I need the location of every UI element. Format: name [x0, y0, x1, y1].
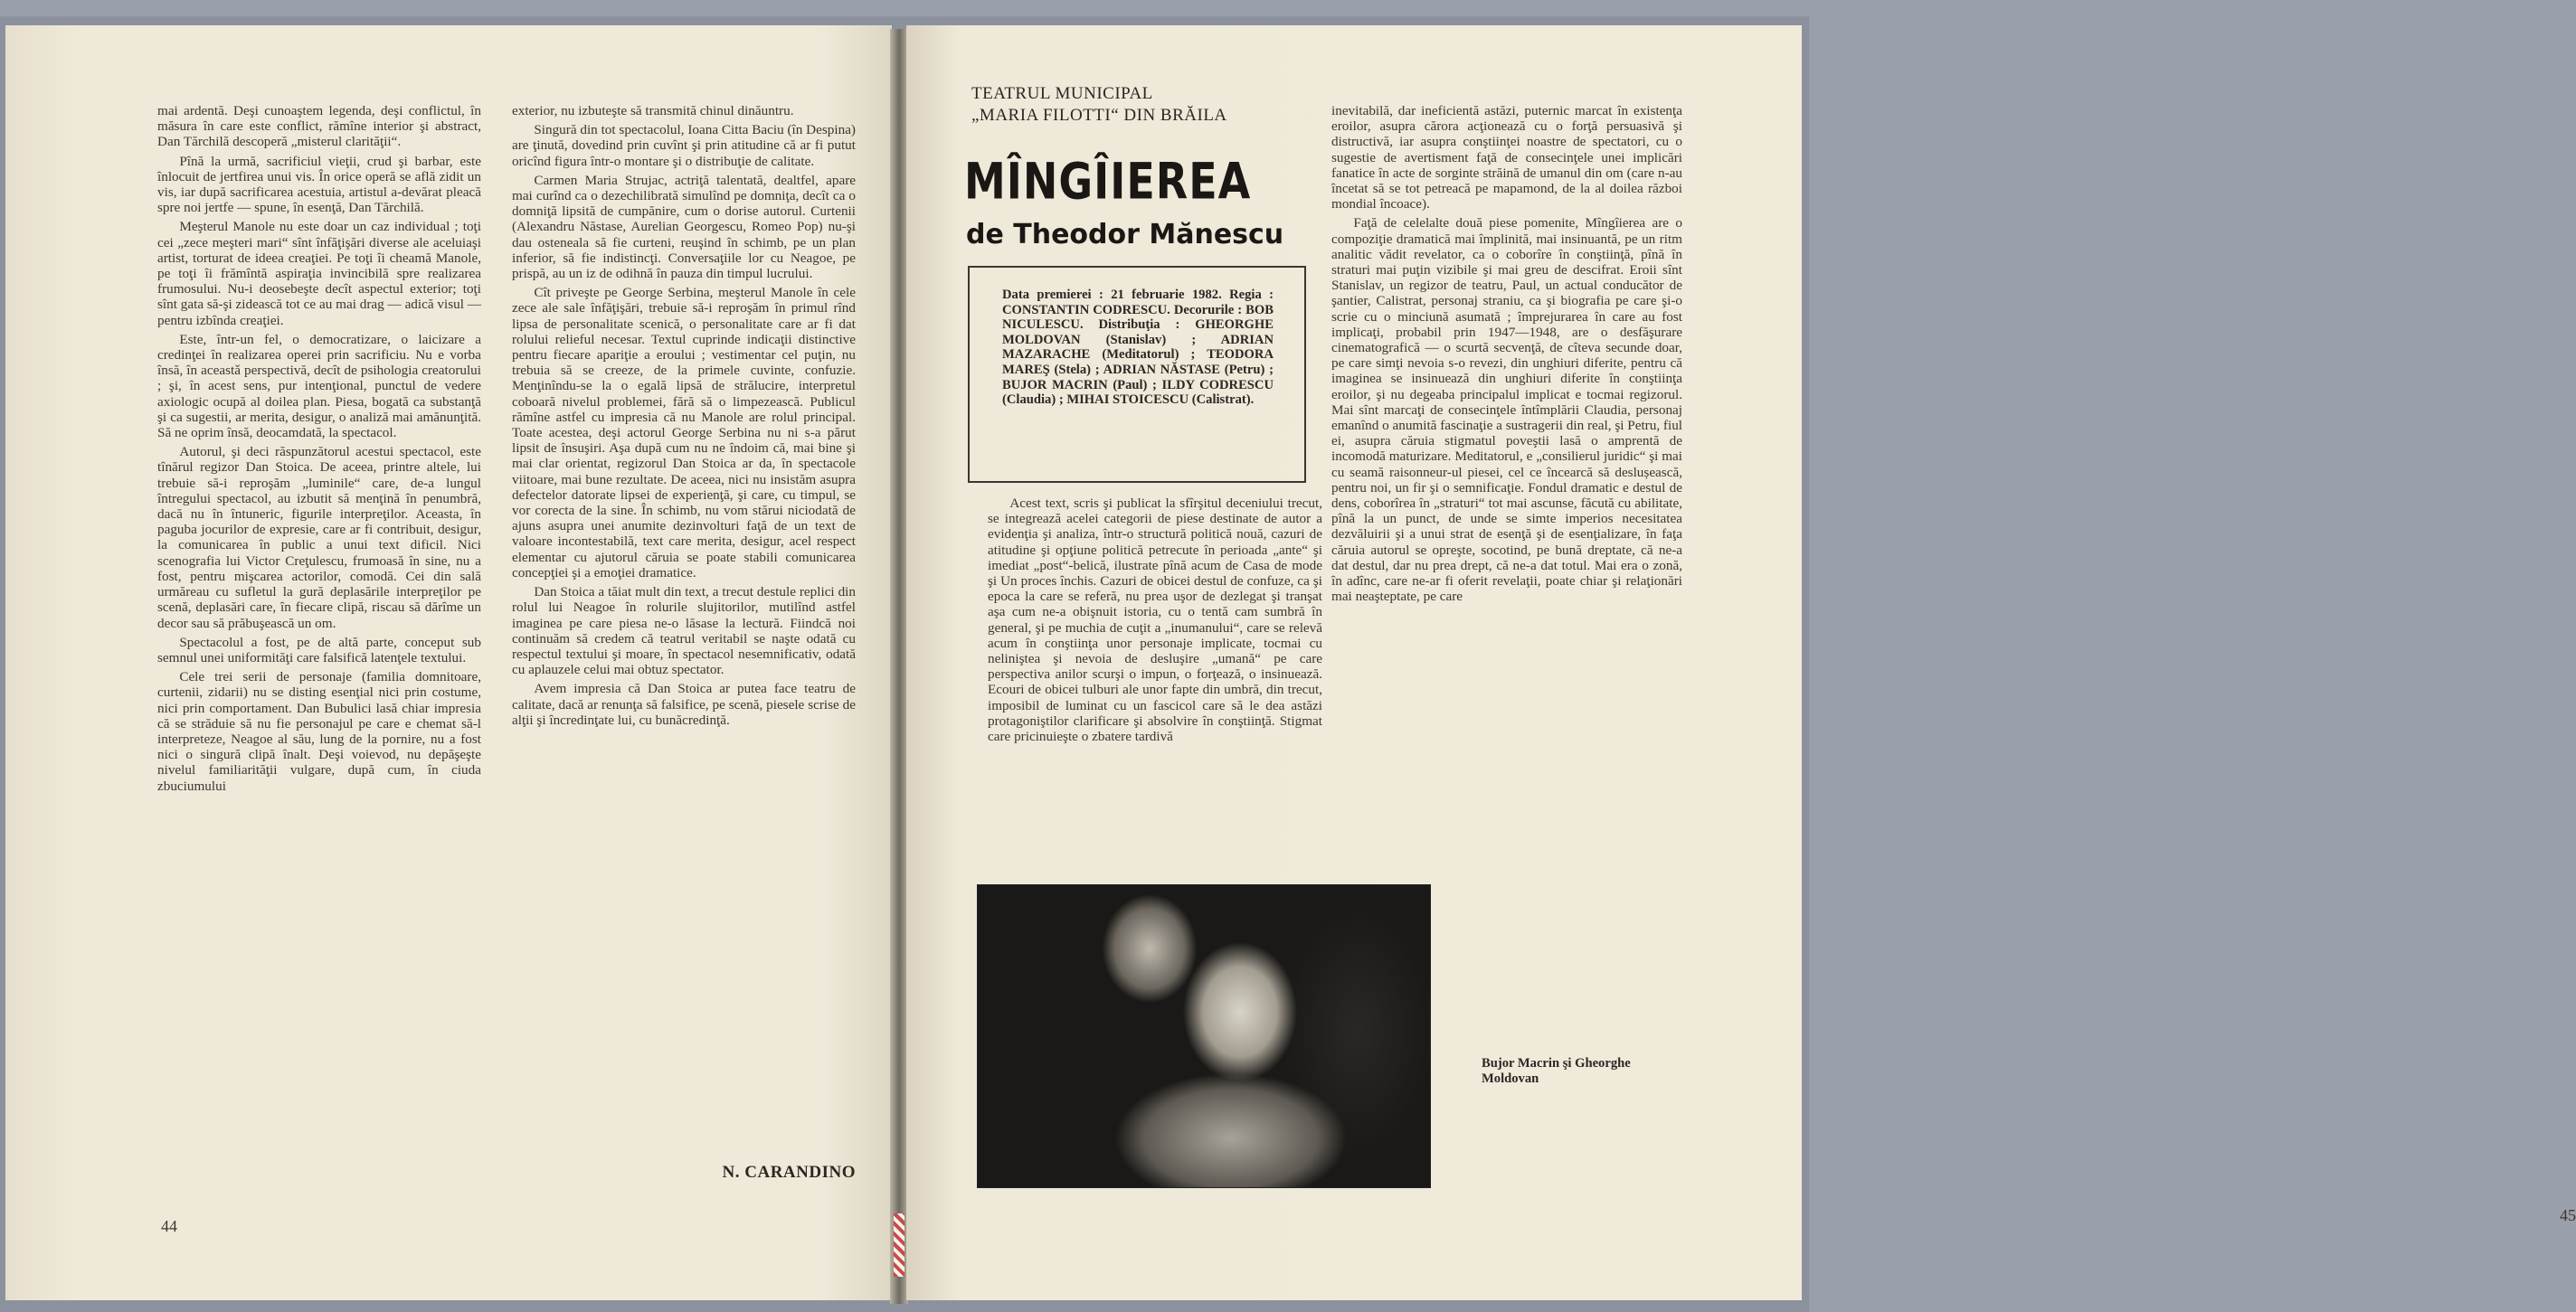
paragraph: Spectacolul a fost, pe de altă parte, conceput sub semnul unei uniformităţi care falsifică latenţele textului.	[157, 634, 481, 665]
production-photo	[977, 884, 1431, 1188]
theatre-name	[971, 83, 1315, 127]
paragraph: Meşterul Manole nu este doar un caz individual ; toţi cei „zece meşteri mari“ sînt înfăţişări diverse ale aceluiaşi artist, torturat de ideea creaţiei. Pe toţi îi cheamă Manole, pe toţi îi frămîntă aspiraţia invincibilă spre realizarea frumosului. Nu-i deosebeşte decît aspectul exterior; toţi sînt gata să-şi zidească tot ce au mai drag — adică visul — pentru izbînda creaţiei.	[157, 219, 481, 328]
paragraph: Autorul, şi deci răspunzătorul acestui spectacol, este tînărul regizor Dan Stoica. De aceea, printre altele, lui trebuie să-i reproşăm „luminile“ care, de-a lungul întregului spectacol, au izbutit să menţină în penumbră, dacă nu în întuneric, figurile interpreţilor. Aceasta, în paguba jocurilor de expresie, care ar fi contribuit, desigur, la comunicarea în public a unui text dificil. Nici scenografia lui Victor Creţulescu, frumoasă în sine, nu a fost, pentru mişcarea actorilor, comodă. Cei din sală urmăreau cu sufletul la gură deplasările interpreţilor pe scenă, deplasări care, în fiecare clipă, riscau să dărîme un decor sau să prăbuşească un om.	[157, 444, 481, 631]
photo-caption: Bujor Macrin şi Gheorghe Moldovan	[1482, 1056, 1631, 1086]
credits-paragraph: Data premierei : 21 februarie 1982. Regia : CONSTANTIN CODRESCU. Decorurile : BOB NICULESCU. Distribuţia : GHEORGHE MOLDOVAN (Stanislav) ; ADRIAN MAZARACHE (Meditatorul) ; TEODORA MAREŞ (Stela) ; ADRIAN NĂSTASE (Petru) ; BUJOR MACRIN (Paul) ; ILDY CODRESCU (Claudia) ; MIHAI STOICESCU (Calistrat).	[1002, 288, 1274, 408]
author-signature: N. CARANDINO	[722, 1163, 856, 1182]
credits-text	[1002, 288, 1274, 408]
right-column-1	[988, 496, 1322, 748]
left-page	[5, 25, 892, 1300]
paragraph: Este, într-un fel, o democratizare, o laicizare a credinţei în realizarea operei prin sacrificiu. Nu e vorba însă, în aceastǎ perspectivă, decît de psihologia creatorului ; şi, în acest sens, pur intenţional, punctul de vedere axiologic ocupă al doilea plan. Piesa, bogată ca substanţă şi ca sugestii, ar merita, desigur, o analiză mai amănunţită. Să ne oprim însă, deocamdată, la spectacol.	[157, 331, 481, 441]
book-gutter	[890, 29, 908, 1304]
left-column-2	[512, 103, 856, 732]
binding-stitch	[894, 1213, 904, 1277]
paragraph: Cele trei serii de personaje (familia domnitoare, curtenii, zidarii) nu se disting esenţial nici prin costume, nici prin comportament. Dan Bubulici lasă chiar impresia că se străduie să nu fie personajul pe care e chemat să-l interpreteze, Neagoe al său, lung de la pornire, nu a fost nici o singură clipă înalt. Deşi voievod, nu depăşeşte nivelul familiarităţii vulgare, după cum, în ciuda zbuciumului	[157, 669, 481, 794]
paragraph: Carmen Maria Strujac, actriţă talentată, dealtfel, apare mai curînd ca o dezechilibrată simulînd pe domniţa, decît ca o domniţă lipsită de cumpănire, cum o dorise autorul. Curtenii (Alexandru Năstase, Aurelian Georgescu, Romeo Pop) nu-şi dau osteneala să fie curteni, reuşind în schimb, pe un plan inferior, să fie indistincţi. Conversaţiile lor cu Neagoe, pe prispă, au un iz de odihnă în pauza din timpul lucrului.	[512, 172, 856, 282]
paragraph: Acest text, scris şi publicat la sfîrşitul deceniului trecut, se integrează acelei categorii de piese destinate de autor a evidenţia şi analiza, într-o structură politică nouă, cazuri de atitudine şi opţiune politică petrecute în perioada „ante“ şi imediat „post“-belică, ilustrate pînă acum de Casa de mode şi Un proces închis. Cazuri de obicei destul de confuze, ca şi epoca la care se referă, nu prea uşor de dezlegat şi tranşat aşa cum ne-a obişnuit istoria, cu o tentă cam sumbră în general, şi pe muchia de cuţit a „inumanului“, care se relevă acum în conştiinţa unor personaje implicate, tocmai cu neliniştea şi nevoia de desluşire „umană“ pe care perspectiva anilor scurşi o impun, o forţează, o insinuează. Ecouri de obicei tulburi ale unor fapte din umbră, din trecut, imposibil de luminat cu un fascicol care să le dea astăzi protagoniştilor clarificare şi absolvire în conştiinţă. Stigmat care pricinuieşte o zbatere tardivă	[988, 496, 1322, 745]
paragraph: Cît priveşte pe George Serbina, meşterul Manole în cele zece ale sale înfăţişări, trebuie să-i reproşăm în primul rînd lipsa de personalitate scenică, o personalitate care ar fi dat rolului relieful necesar. Textul cuprinde indicaţii distinctive pentru fiecare apariţie a eroului ; vestimentar cel puţin, nu trebuia să se creeze, de la primele cuvinte, confuzie. Menţinîndu-se la o egală lipsă de strălucire, interpretul coboară nivelul problemei, fără să o limpezească. Publicul rămîne astfel cu impresia că nu Manole are rolul principal. Toate acestea, deşi actorul George Serbina nu ni s-a părut lipsit de însuşiri. Aşa după cum nu ne îndoim că, mai bine şi mai clar orientat, regizorul Dan Stoica ar da, în spectacole viitoare, mai bune rezultate. De aceea, nici nu insistăm asupra defectelor datorate lipsei de experienţă, şi care, cu timpul, se vor corecta de la sine. În schimb, nu vom stărui niciodată de ajuns asupra unei anumite dezinvolturi faţă de un text de valoare incontestabilă, text care merita, desigur, acel respect elementar cu ajutorul căruia se poate stabili comunicarea concepţiei şi a emoţiei dramatice.	[512, 285, 856, 580]
play-title: MÎNGÎIEREA	[964, 152, 1252, 211]
credits-box	[968, 266, 1306, 483]
right-column-2	[1331, 103, 1682, 609]
theatre-line-2: „MARIA FILOTTI“ DIN BRĂILA	[971, 106, 1227, 125]
paragraph: exterior, nu izbuteşte să transmită chinul dinăuntru.	[512, 103, 794, 118]
paragraph: inevitabilă, dar ineficientă astăzi, puternic marcat în existenţa eroilor, asupra cărora acţionează cu o forţă persuasivă şi distructivă, iar asupra conştiinţei noastre de spectatori, cu o sugestie de avertisment faţă de consecinţele unei implicări fanatice în acte de sorginte străină de umanul din om (care n-au încetat să se tot petreacă pe mapamond, de la al doilea război mondial încoace).	[1331, 103, 1682, 212]
play-author: de Theodor Mănescu	[966, 219, 1284, 250]
paragraph: Dan Stoica a tăiat mult din text, a trecut destule replici din rolul lui Neagoe în rolurile slujitorilor, mutilînd astfel imaginea pe care piesa ne-o lăsase la lectură. Fiindcă noi continuăm să credem că teatrul veritabil se naşte odată cu respectul textului şi moare, în spectacol nesemnificativ, odată cu aplauzele celui mai obtuz spectator.	[512, 584, 856, 678]
book-spread	[0, 16, 2576, 1312]
left-column-1	[157, 103, 481, 798]
paragraph: Singură din tot spectacolul, Ioana Citta Baciu (în Despina) are ţinută, dovedind prin cuvînt şi prin atitudine că ar fi putut oricînd figura într-o montare şi o distribuţie de calitate.	[512, 122, 856, 169]
paragraph: Pînă la urmă, sacrificiul vieţii, crud şi barbar, este înlocuit de jertfirea unui vis. În orice operă se află zidit un vis, iar după sacrificarea acestuia, artistul a-devărat pleacă spre noi jertfe — spune, în esenţă, Dan Tărchilă.	[157, 153, 481, 216]
paragraph: mai ardentă. Deşi cunoaştem legenda, deşi conflictul, în măsura în care este conflict, rămîne interior şi abstract, Dan Tărchilă descoperă „misterul clarităţii“.	[157, 103, 481, 150]
paragraph: Faţă de celelalte două piese pomenite, Mîngîierea are o compoziţie dramatică mai împlinită, mai insinuantă, pe un ritm analitic vădit revelator, ca o coborîre în conştiinţă, pînă în straturi mai puţin vizibile şi mai greu de descifrat. Eroii sînt Stanislav, un regizor de teatru, Paul, un actual conducător de şantier, Calistrat, personaj straniu, ca şi biografia pe care şi-o scrie cu o minciună asumată ; împrejurarea în care au fost implicaţi, probabil prin 1947—1948, are o desfăşurare cinematografică — o scurtă secvenţă, de cîteva secunde doar, pe care simţi nevoia s-o revezi, din unghiuri diferite, pentru că imaginea se insinuează din unghiuri diferite în conştiinţa eroilor, şi nu degeaba principalul implicat e tocmai regizorul. Mai sînt marcaţi de consecinţele întîmplării Claudia, personaj emanînd o anumită fascinaţie a sustragerii din real, şi Petru, fiul ei, asupra căruia stigmatul poveştii lasă o amprentă de incomodă maturizare. Meditatorul, e „consilierul juridic“ şi mai cu seamă raisonneur-ul piesei, cel ce încearcă să deslușească, pentru noi, un fir şi o semnificaţie. Fondul dramatic e destul de dens, coborîrea în „straturi“ tot mai ascunse, făcută cu abilitate, pînă la un punct, de unde se simte imperios necesitatea dezvăluirii şi a unui strat de esenţă şi de esenţializare, în faţa căruia autorul se opreşte, socotind, pe bună dreptate, că ne-a dat destul, dar nu prea drept, că ne-a dat totul. Mai era o zonă, în adînc, care ne-ar fi oferit revelaţii, poate chiar şi relaţionări mai neaşteptate, pe care	[1331, 215, 1683, 605]
right-page	[906, 25, 2576, 1300]
page-number-left: 44	[161, 1217, 177, 1235]
paragraph: Avem impresia că Dan Stoica ar putea face teatru de calitate, dacă ar renunţa să falsifice, pe scenă, piesele scrise de alţii şi încredinţate lui, cu bunăcredinţă.	[512, 681, 856, 728]
theatre-line-1: TEATRUL MUNICIPAL	[971, 84, 1153, 103]
page-number-right: 45	[2560, 1206, 2576, 1224]
